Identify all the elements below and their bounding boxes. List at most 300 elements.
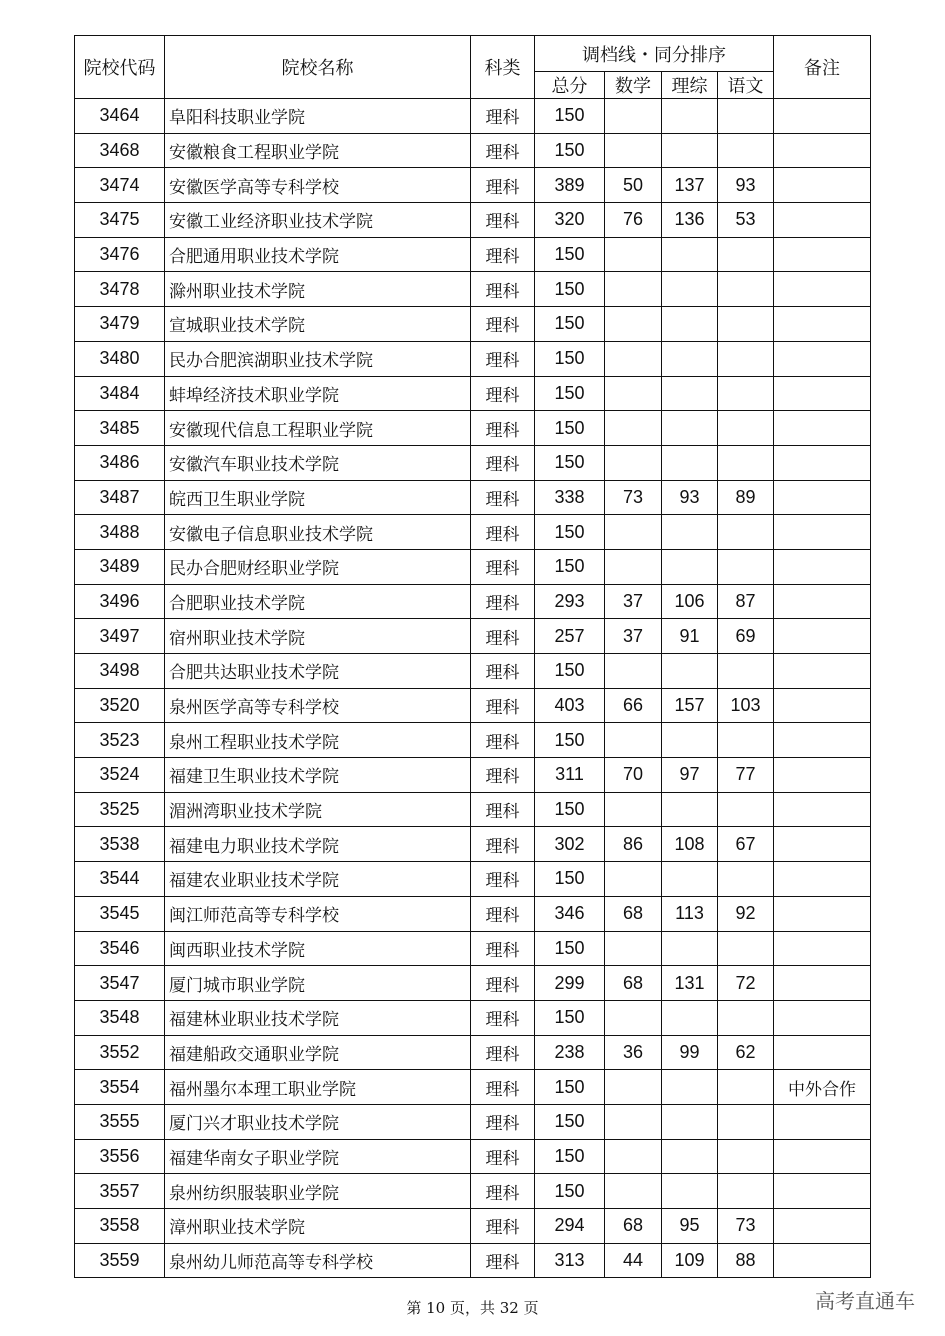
cell-category: 理科 bbox=[471, 515, 535, 550]
table-row bbox=[75, 654, 871, 689]
cell-remark bbox=[774, 376, 871, 411]
cell-total: 150 bbox=[535, 411, 605, 446]
cell-name: 闽江师范高等专科学校 bbox=[165, 896, 471, 931]
cell-chinese bbox=[718, 445, 774, 480]
cell-code: 3520 bbox=[75, 688, 165, 723]
page-number: 第 10 页，共 32 页 bbox=[406, 1299, 539, 1317]
cell-name: 福建农业职业技术学院 bbox=[165, 862, 471, 897]
cell-category: 理科 bbox=[471, 445, 535, 480]
cell-remark bbox=[774, 307, 871, 342]
cell-category: 理科 bbox=[471, 688, 535, 723]
cell-category: 理科 bbox=[471, 307, 535, 342]
cell-name: 安徽电子信息职业技术学院 bbox=[165, 515, 471, 550]
cell-total: 150 bbox=[535, 307, 605, 342]
cell-name: 安徽汽车职业技术学院 bbox=[165, 445, 471, 480]
cell-math: 50 bbox=[605, 168, 662, 203]
cell-category: 理科 bbox=[471, 203, 535, 238]
cell-remark bbox=[774, 619, 871, 654]
cell-code: 3552 bbox=[75, 1035, 165, 1070]
table-row bbox=[75, 237, 871, 272]
cell-total: 313 bbox=[535, 1243, 605, 1278]
header-science: 理综 bbox=[662, 72, 718, 99]
cell-code: 3486 bbox=[75, 445, 165, 480]
cell-code: 3484 bbox=[75, 376, 165, 411]
cell-science bbox=[662, 376, 718, 411]
cell-name: 泉州医学高等专科学校 bbox=[165, 688, 471, 723]
cell-chinese: 67 bbox=[718, 827, 774, 862]
cell-math: 70 bbox=[605, 758, 662, 793]
cell-remark bbox=[774, 272, 871, 307]
cell-category: 理科 bbox=[471, 619, 535, 654]
table-row bbox=[75, 376, 871, 411]
cell-total: 150 bbox=[535, 862, 605, 897]
table-row bbox=[75, 931, 871, 966]
cell-total: 150 bbox=[535, 723, 605, 758]
cell-remark bbox=[774, 758, 871, 793]
cell-category: 理科 bbox=[471, 341, 535, 376]
cell-category: 理科 bbox=[471, 1209, 535, 1244]
cell-chinese bbox=[718, 1070, 774, 1105]
cell-math bbox=[605, 1174, 662, 1209]
table-row bbox=[75, 1174, 871, 1209]
cell-name: 安徽粮食工程职业学院 bbox=[165, 133, 471, 168]
table-row bbox=[75, 549, 871, 584]
cell-chinese bbox=[718, 376, 774, 411]
cell-remark bbox=[774, 584, 871, 619]
cell-remark bbox=[774, 133, 871, 168]
cell-category: 理科 bbox=[471, 1000, 535, 1035]
cell-total: 150 bbox=[535, 272, 605, 307]
cell-chinese bbox=[718, 1139, 774, 1174]
table-row bbox=[75, 272, 871, 307]
cell-remark bbox=[774, 688, 871, 723]
cell-remark bbox=[774, 1243, 871, 1278]
table-row bbox=[75, 584, 871, 619]
cell-math bbox=[605, 515, 662, 550]
table-row bbox=[75, 307, 871, 342]
cell-math bbox=[605, 411, 662, 446]
cell-math: 36 bbox=[605, 1035, 662, 1070]
cell-category: 理科 bbox=[471, 99, 535, 134]
cell-math bbox=[605, 445, 662, 480]
cell-code: 3524 bbox=[75, 758, 165, 793]
cell-chinese: 73 bbox=[718, 1209, 774, 1244]
cell-category: 理科 bbox=[471, 1070, 535, 1105]
cell-chinese: 93 bbox=[718, 168, 774, 203]
cell-science bbox=[662, 654, 718, 689]
cell-science: 109 bbox=[662, 1243, 718, 1278]
cell-category: 理科 bbox=[471, 1243, 535, 1278]
cell-code: 3488 bbox=[75, 515, 165, 550]
cell-code: 3555 bbox=[75, 1104, 165, 1139]
cell-total: 257 bbox=[535, 619, 605, 654]
cell-category: 理科 bbox=[471, 584, 535, 619]
cell-code: 3487 bbox=[75, 480, 165, 515]
cell-category: 理科 bbox=[471, 376, 535, 411]
cell-chinese bbox=[718, 792, 774, 827]
cell-code: 3497 bbox=[75, 619, 165, 654]
cell-total: 338 bbox=[535, 480, 605, 515]
cell-science bbox=[662, 237, 718, 272]
cell-name: 福建电力职业技术学院 bbox=[165, 827, 471, 862]
cell-science bbox=[662, 549, 718, 584]
cell-name: 合肥职业技术学院 bbox=[165, 584, 471, 619]
cell-chinese: 88 bbox=[718, 1243, 774, 1278]
cell-code: 3554 bbox=[75, 1070, 165, 1105]
cell-science bbox=[662, 862, 718, 897]
cell-remark bbox=[774, 237, 871, 272]
table-row bbox=[75, 688, 871, 723]
table-row bbox=[75, 168, 871, 203]
cell-math bbox=[605, 1000, 662, 1035]
brand-watermark: 高考直通车 bbox=[815, 1289, 915, 1313]
cell-category: 理科 bbox=[471, 723, 535, 758]
cell-name: 民办合肥滨湖职业技术学院 bbox=[165, 341, 471, 376]
table-row bbox=[75, 862, 871, 897]
cell-total: 320 bbox=[535, 203, 605, 238]
header-name: 院校名称 bbox=[165, 36, 471, 99]
header-total: 总分 bbox=[535, 72, 605, 99]
cell-science: 97 bbox=[662, 758, 718, 793]
table-row bbox=[75, 480, 871, 515]
cell-science bbox=[662, 307, 718, 342]
cell-total: 150 bbox=[535, 1070, 605, 1105]
cell-science: 106 bbox=[662, 584, 718, 619]
cell-name: 合肥通用职业技术学院 bbox=[165, 237, 471, 272]
cell-science: 108 bbox=[662, 827, 718, 862]
cell-math bbox=[605, 723, 662, 758]
cell-code: 3478 bbox=[75, 272, 165, 307]
table-row bbox=[75, 758, 871, 793]
cell-name: 福建华南女子职业学院 bbox=[165, 1139, 471, 1174]
cell-chinese bbox=[718, 307, 774, 342]
cell-math bbox=[605, 1104, 662, 1139]
cell-chinese bbox=[718, 1174, 774, 1209]
cell-remark bbox=[774, 203, 871, 238]
cell-chinese bbox=[718, 341, 774, 376]
cell-science: 131 bbox=[662, 966, 718, 1001]
cell-total: 150 bbox=[535, 341, 605, 376]
cell-chinese: 77 bbox=[718, 758, 774, 793]
cell-remark bbox=[774, 792, 871, 827]
table-row bbox=[75, 445, 871, 480]
cell-chinese bbox=[718, 1104, 774, 1139]
cell-name: 宿州职业技术学院 bbox=[165, 619, 471, 654]
cell-science bbox=[662, 723, 718, 758]
cell-science: 137 bbox=[662, 168, 718, 203]
cell-remark bbox=[774, 99, 871, 134]
table-row bbox=[75, 411, 871, 446]
cell-name: 合肥共达职业技术学院 bbox=[165, 654, 471, 689]
cell-total: 150 bbox=[535, 1139, 605, 1174]
cell-name: 泉州幼儿师范高等专科学校 bbox=[165, 1243, 471, 1278]
header-chinese: 语文 bbox=[718, 72, 774, 99]
cell-remark bbox=[774, 654, 871, 689]
cell-chinese bbox=[718, 549, 774, 584]
cell-name: 滁州职业技术学院 bbox=[165, 272, 471, 307]
cell-code: 3544 bbox=[75, 862, 165, 897]
cell-math bbox=[605, 307, 662, 342]
cell-math: 66 bbox=[605, 688, 662, 723]
cell-remark bbox=[774, 931, 871, 966]
cell-total: 150 bbox=[535, 1174, 605, 1209]
cell-math bbox=[605, 549, 662, 584]
cell-category: 理科 bbox=[471, 480, 535, 515]
table-row bbox=[75, 1104, 871, 1139]
cell-category: 理科 bbox=[471, 792, 535, 827]
cell-chinese bbox=[718, 99, 774, 134]
cell-code: 3556 bbox=[75, 1139, 165, 1174]
cell-name: 宣城职业技术学院 bbox=[165, 307, 471, 342]
cell-remark bbox=[774, 966, 871, 1001]
cell-total: 150 bbox=[535, 931, 605, 966]
cell-math bbox=[605, 931, 662, 966]
cell-remark bbox=[774, 549, 871, 584]
cell-total: 346 bbox=[535, 896, 605, 931]
cell-science bbox=[662, 931, 718, 966]
cell-total: 403 bbox=[535, 688, 605, 723]
cell-math bbox=[605, 862, 662, 897]
cell-science: 93 bbox=[662, 480, 718, 515]
cell-chinese: 62 bbox=[718, 1035, 774, 1070]
cell-category: 理科 bbox=[471, 549, 535, 584]
cell-code: 3558 bbox=[75, 1209, 165, 1244]
cell-code: 3489 bbox=[75, 549, 165, 584]
table-row bbox=[75, 1035, 871, 1070]
cell-remark bbox=[774, 1209, 871, 1244]
cell-code: 3468 bbox=[75, 133, 165, 168]
cell-category: 理科 bbox=[471, 168, 535, 203]
cell-category: 理科 bbox=[471, 237, 535, 272]
cell-name: 漳州职业技术学院 bbox=[165, 1209, 471, 1244]
cell-chinese bbox=[718, 931, 774, 966]
cell-total: 150 bbox=[535, 99, 605, 134]
cell-chinese: 72 bbox=[718, 966, 774, 1001]
cell-math bbox=[605, 237, 662, 272]
table-row bbox=[75, 1209, 871, 1244]
cell-total: 150 bbox=[535, 549, 605, 584]
cell-science bbox=[662, 133, 718, 168]
cell-total: 238 bbox=[535, 1035, 605, 1070]
cell-math bbox=[605, 792, 662, 827]
table-row bbox=[75, 203, 871, 238]
table-row bbox=[75, 827, 871, 862]
cell-science bbox=[662, 1174, 718, 1209]
cell-chinese bbox=[718, 723, 774, 758]
table-row bbox=[75, 792, 871, 827]
cell-chinese bbox=[718, 862, 774, 897]
admission-score-table bbox=[74, 35, 871, 1278]
cell-remark bbox=[774, 168, 871, 203]
cell-chinese bbox=[718, 133, 774, 168]
cell-name: 安徽工业经济职业技术学院 bbox=[165, 203, 471, 238]
cell-chinese: 92 bbox=[718, 896, 774, 931]
cell-code: 3545 bbox=[75, 896, 165, 931]
cell-science: 95 bbox=[662, 1209, 718, 1244]
header-remark: 备注 bbox=[774, 36, 871, 99]
cell-science bbox=[662, 1104, 718, 1139]
cell-name: 湄洲湾职业技术学院 bbox=[165, 792, 471, 827]
cell-remark bbox=[774, 411, 871, 446]
table-row bbox=[75, 341, 871, 376]
table-row bbox=[75, 966, 871, 1001]
cell-total: 150 bbox=[535, 376, 605, 411]
cell-science bbox=[662, 411, 718, 446]
cell-science bbox=[662, 515, 718, 550]
cell-science bbox=[662, 1139, 718, 1174]
cell-code: 3485 bbox=[75, 411, 165, 446]
cell-code: 3475 bbox=[75, 203, 165, 238]
cell-name: 阜阳科技职业学院 bbox=[165, 99, 471, 134]
cell-math: 68 bbox=[605, 966, 662, 1001]
cell-code: 3523 bbox=[75, 723, 165, 758]
cell-chinese bbox=[718, 272, 774, 307]
cell-remark bbox=[774, 1104, 871, 1139]
cell-science: 157 bbox=[662, 688, 718, 723]
cell-total: 150 bbox=[535, 654, 605, 689]
cell-math: 68 bbox=[605, 1209, 662, 1244]
table-row bbox=[75, 619, 871, 654]
cell-chinese bbox=[718, 515, 774, 550]
cell-total: 150 bbox=[535, 237, 605, 272]
cell-math: 44 bbox=[605, 1243, 662, 1278]
header-code: 院校代码 bbox=[75, 36, 165, 99]
cell-name: 厦门城市职业学院 bbox=[165, 966, 471, 1001]
table-body bbox=[75, 99, 871, 1278]
cell-science bbox=[662, 1000, 718, 1035]
cell-chinese: 103 bbox=[718, 688, 774, 723]
cell-chinese bbox=[718, 654, 774, 689]
cell-math: 37 bbox=[605, 584, 662, 619]
cell-category: 理科 bbox=[471, 966, 535, 1001]
cell-science bbox=[662, 99, 718, 134]
cell-total: 150 bbox=[535, 1104, 605, 1139]
cell-category: 理科 bbox=[471, 758, 535, 793]
cell-total: 302 bbox=[535, 827, 605, 862]
cell-math bbox=[605, 1139, 662, 1174]
cell-total: 150 bbox=[535, 445, 605, 480]
cell-total: 150 bbox=[535, 792, 605, 827]
cell-code: 3476 bbox=[75, 237, 165, 272]
cell-name: 福建卫生职业技术学院 bbox=[165, 758, 471, 793]
cell-code: 3538 bbox=[75, 827, 165, 862]
cell-code: 3479 bbox=[75, 307, 165, 342]
cell-math: 37 bbox=[605, 619, 662, 654]
cell-name: 泉州工程职业技术学院 bbox=[165, 723, 471, 758]
cell-code: 3464 bbox=[75, 99, 165, 134]
cell-category: 理科 bbox=[471, 1035, 535, 1070]
cell-name: 安徽现代信息工程职业学院 bbox=[165, 411, 471, 446]
cell-total: 389 bbox=[535, 168, 605, 203]
cell-science bbox=[662, 272, 718, 307]
cell-code: 3559 bbox=[75, 1243, 165, 1278]
cell-science: 113 bbox=[662, 896, 718, 931]
table-row bbox=[75, 1070, 871, 1105]
cell-chinese: 87 bbox=[718, 584, 774, 619]
cell-chinese: 89 bbox=[718, 480, 774, 515]
cell-name: 皖西卫生职业学院 bbox=[165, 480, 471, 515]
cell-code: 3547 bbox=[75, 966, 165, 1001]
cell-category: 理科 bbox=[471, 931, 535, 966]
table-row bbox=[75, 896, 871, 931]
cell-remark bbox=[774, 1174, 871, 1209]
cell-category: 理科 bbox=[471, 133, 535, 168]
cell-remark bbox=[774, 1000, 871, 1035]
cell-category: 理科 bbox=[471, 827, 535, 862]
cell-science: 99 bbox=[662, 1035, 718, 1070]
table-row bbox=[75, 133, 871, 168]
cell-remark bbox=[774, 480, 871, 515]
cell-chinese bbox=[718, 237, 774, 272]
cell-chinese bbox=[718, 1000, 774, 1035]
cell-category: 理科 bbox=[471, 654, 535, 689]
cell-math bbox=[605, 654, 662, 689]
header-group: 调档线・同分排序 bbox=[535, 36, 774, 72]
cell-remark bbox=[774, 515, 871, 550]
cell-math bbox=[605, 341, 662, 376]
cell-total: 150 bbox=[535, 1000, 605, 1035]
cell-code: 3480 bbox=[75, 341, 165, 376]
table-row bbox=[75, 1000, 871, 1035]
cell-total: 150 bbox=[535, 133, 605, 168]
header-math: 数学 bbox=[605, 72, 662, 99]
cell-chinese: 69 bbox=[718, 619, 774, 654]
cell-math bbox=[605, 99, 662, 134]
cell-code: 3548 bbox=[75, 1000, 165, 1035]
cell-name: 泉州纺织服装职业学院 bbox=[165, 1174, 471, 1209]
cell-chinese bbox=[718, 411, 774, 446]
cell-math bbox=[605, 376, 662, 411]
cell-code: 3525 bbox=[75, 792, 165, 827]
cell-name: 闽西职业技术学院 bbox=[165, 931, 471, 966]
cell-science bbox=[662, 1070, 718, 1105]
table-row bbox=[75, 1243, 871, 1278]
cell-name: 蚌埠经济技术职业学院 bbox=[165, 376, 471, 411]
cell-math bbox=[605, 272, 662, 307]
cell-category: 理科 bbox=[471, 1174, 535, 1209]
cell-remark bbox=[774, 827, 871, 862]
cell-remark bbox=[774, 1139, 871, 1174]
table-row bbox=[75, 515, 871, 550]
cell-math bbox=[605, 133, 662, 168]
cell-science bbox=[662, 341, 718, 376]
cell-math: 73 bbox=[605, 480, 662, 515]
cell-remark: 中外合作 bbox=[774, 1070, 871, 1105]
cell-name: 福建林业职业技术学院 bbox=[165, 1000, 471, 1035]
cell-science: 91 bbox=[662, 619, 718, 654]
cell-name: 安徽医学高等专科学校 bbox=[165, 168, 471, 203]
cell-remark bbox=[774, 1035, 871, 1070]
cell-science bbox=[662, 445, 718, 480]
cell-math: 68 bbox=[605, 896, 662, 931]
table-row bbox=[75, 99, 871, 134]
cell-science bbox=[662, 792, 718, 827]
cell-remark bbox=[774, 445, 871, 480]
cell-math: 86 bbox=[605, 827, 662, 862]
cell-remark bbox=[774, 896, 871, 931]
cell-category: 理科 bbox=[471, 1104, 535, 1139]
table-row bbox=[75, 723, 871, 758]
cell-total: 293 bbox=[535, 584, 605, 619]
cell-name: 福建船政交通职业学院 bbox=[165, 1035, 471, 1070]
cell-total: 299 bbox=[535, 966, 605, 1001]
cell-chinese: 53 bbox=[718, 203, 774, 238]
cell-category: 理科 bbox=[471, 1139, 535, 1174]
cell-code: 3498 bbox=[75, 654, 165, 689]
cell-category: 理科 bbox=[471, 411, 535, 446]
cell-remark bbox=[774, 723, 871, 758]
cell-science: 136 bbox=[662, 203, 718, 238]
